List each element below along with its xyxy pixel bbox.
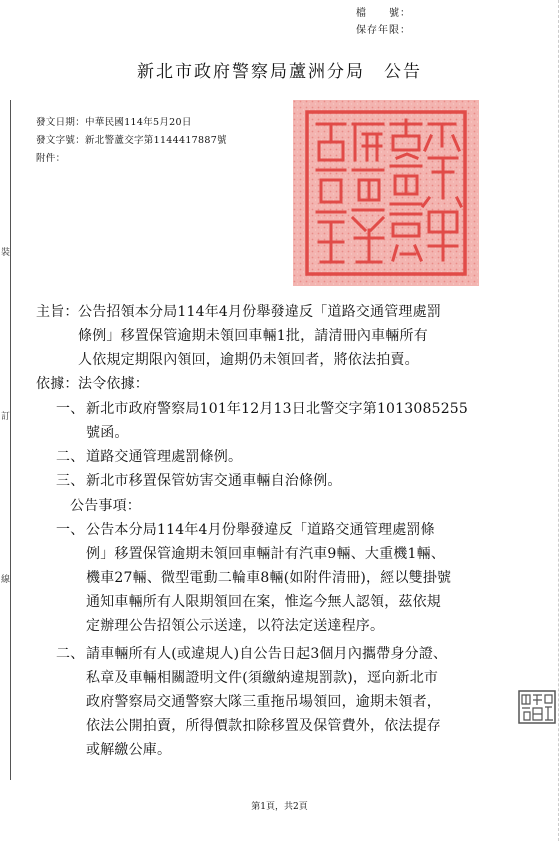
basis-intro: 法令依據：: [78, 376, 149, 392]
attachment-label: 附件：: [36, 153, 66, 164]
notice-item-line: 定辦理公告招領公示送達，以符法定送達程序。: [86, 618, 385, 634]
basis-item-1: [56, 397, 526, 445]
notice-item-line: 請車輛所有人(或違規人)自公告日起3個月內攜帶身分證、: [86, 646, 448, 662]
small-seal-icon: [518, 690, 556, 724]
subject-section: [36, 300, 506, 372]
basis-label: 依據：: [36, 376, 79, 392]
basis-item-line: 號函。: [86, 425, 129, 441]
basis-item-line: 道路交通管理處罰條例。: [86, 449, 243, 465]
subject-line: 條例」移置保管逾期未領回車輛1批，請清冊內車輛所有: [78, 328, 428, 344]
page-number: 第1頁，共2頁: [251, 802, 308, 812]
official-seal-stamp: [293, 100, 479, 286]
issue-date: 發文日期：中華民國114年5月20日: [36, 117, 192, 128]
basis-item-number: 一、: [56, 401, 85, 417]
binding-mark-3: 線: [1, 575, 11, 585]
notice-item-line: 機車27輛、微型電動二輪車8輛(如附件清冊)，經以雙掛號: [86, 570, 452, 586]
notice-item-line: 通知車輛所有人限期領回在案，惟迄今無人認領，茲依規: [86, 594, 441, 610]
basis-item-number: 二、: [56, 449, 85, 465]
notice-item-line: 例」移置保管逾期未領回車輛計有汽車9輛、大重機1輛、: [86, 546, 446, 562]
notice-item-line: 公告本分局114年4月份舉發違反「道路交通管理處罰條: [86, 522, 435, 538]
binding-mark-1: 裝: [1, 248, 11, 258]
notice-item-line: 依法公開拍賣，所得價款扣除移置及保管費外，依法提存: [86, 718, 441, 734]
basis-item-number: 三、: [56, 473, 85, 489]
page-title: 新北市政府警察局蘆洲分局 公告: [137, 62, 422, 82]
notice-item-1: [56, 518, 536, 638]
official-seal-icon: [293, 100, 479, 286]
notice-heading: 公告事項：: [70, 498, 141, 514]
subject-text: [78, 300, 441, 372]
subject-line: 人依規定期限內領回，逾期仍未領回者，將依法拍賣。: [78, 352, 419, 368]
archive-number-label: 檔 號：: [356, 8, 411, 19]
basis-item-line: 新北市政府警察局101年12月13日北警交字第1013085255: [86, 401, 469, 417]
binding-mark-2: 訂: [1, 412, 11, 422]
notice-item-number: 一、: [56, 522, 85, 538]
issue-number: 發文字號：新北警蘆交字第1144417887號: [36, 135, 227, 146]
retention-period-label: 保存年限：: [356, 25, 411, 36]
subject-label: 主旨：: [36, 304, 79, 320]
notice-item-line: 或解繳公庫。: [86, 742, 172, 758]
notice-item-2: [56, 642, 536, 762]
binding-line: [10, 100, 11, 780]
notice-item-line: 政府警察局交通警察大隊三重拖吊場領回，逾期未領者，: [86, 694, 441, 710]
basis-item-2: [56, 445, 526, 469]
basis-item-3: [56, 469, 526, 493]
notice-item-line: 私章及車輛相關證明文件(須繳納違規罰款)，逕向新北市: [86, 670, 439, 686]
notice-item-number: 二、: [56, 646, 85, 662]
subject-line: 公告招領本分局114年4月份舉發違反「道路交通管理處罰: [78, 304, 442, 320]
basis-item-line: 新北市移置保管妨害交通車輛自治條例。: [86, 473, 342, 489]
small-seal-stamp: [518, 690, 556, 724]
basis-heading: [36, 372, 506, 396]
